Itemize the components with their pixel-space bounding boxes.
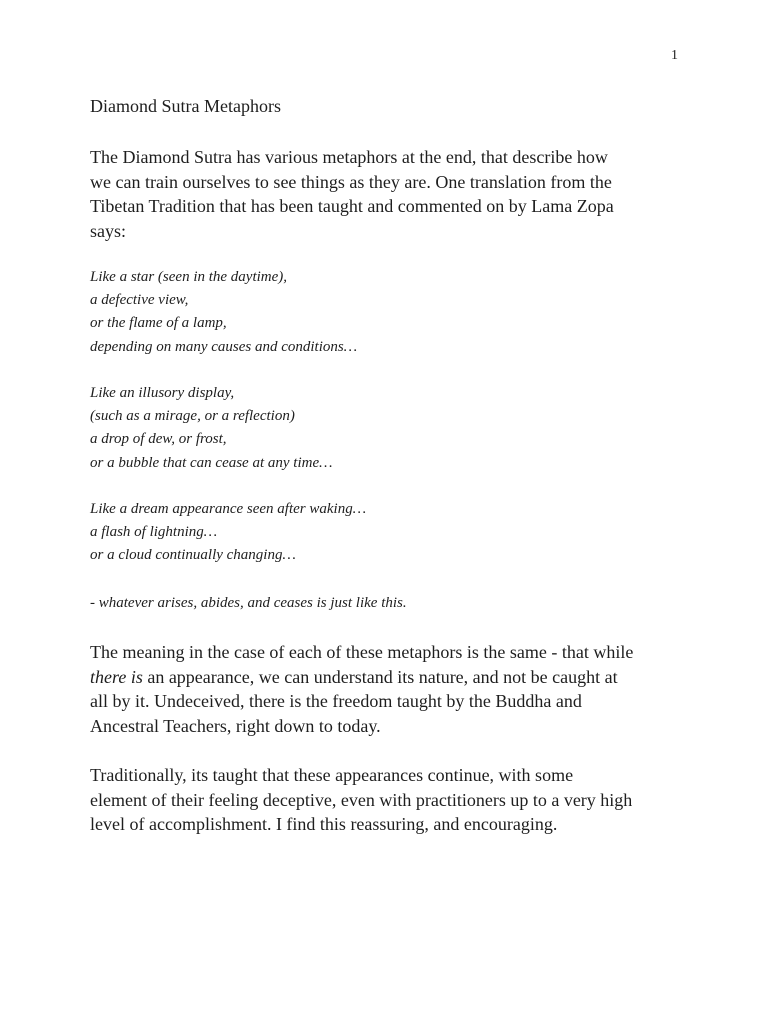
verse-line: a defective view, [90, 292, 189, 309]
closing-verse [90, 592, 690, 615]
paragraph-line: Ancestral Teachers, right down to today. [90, 715, 381, 736]
verse-stanza-2 [90, 382, 690, 475]
paragraph-line: level of accomplishment. I find this reassuring, and encouraging. [90, 814, 558, 834]
verse-stanza-3 [90, 498, 690, 568]
verse-line: - whatever arises, abides, and ceases is just like this. [90, 595, 407, 611]
verse-stanza-1 [90, 266, 690, 359]
verse-line: a drop of dew, or frost, [90, 431, 227, 448]
verse-line: or a cloud continually changing… [90, 547, 296, 564]
paragraph-line: all by it. Undeceived, there is the freedom taught by the Buddha and [90, 691, 582, 711]
meaning-paragraph [90, 640, 690, 738]
paragraph-line: The Diamond Sutra has various metaphors at the end, that describe how [90, 147, 608, 167]
document-title: Diamond Sutra Metaphors [90, 96, 281, 116]
verse-line: a flash of lightning… [90, 524, 218, 541]
page-number: 1 [671, 48, 678, 63]
paragraph-line: element of their feeling deceptive, even with practitioners up to a very high [90, 789, 633, 810]
paragraph-text: an appearance, we can understand its nature, and not be caught at [142, 666, 618, 687]
paragraph-line: Traditionally, its taught that these appearances continue, with some [90, 765, 574, 785]
verse-line: Like an illusory display, [90, 385, 235, 401]
verse-line: or the flame of a lamp, [90, 315, 227, 332]
paragraph-line: Tibetan Tradition that has been taught and commented on by Lama Zopa [90, 196, 614, 216]
paragraph-line [90, 665, 690, 690]
verse-line: Like a star (seen in the daytime), [90, 269, 288, 285]
intro-paragraph [90, 145, 690, 243]
verse-line: depending on many causes and conditions… [90, 338, 358, 355]
verse-line: or a bubble that can cease at any time… [90, 454, 333, 471]
paragraph-line: says: [90, 220, 126, 241]
verse-line: Like a dream appearance seen after waking… [90, 501, 367, 517]
paragraph-line: The meaning in the case of each of these metaphors is the same - that while [90, 642, 634, 662]
emphasis-text: there is [90, 666, 143, 687]
traditional-paragraph [90, 763, 690, 837]
verse-line: (such as a mirage, or a reflection) [90, 408, 295, 425]
paragraph-line: we can train ourselves to see things as they are. One translation from the [90, 171, 612, 192]
